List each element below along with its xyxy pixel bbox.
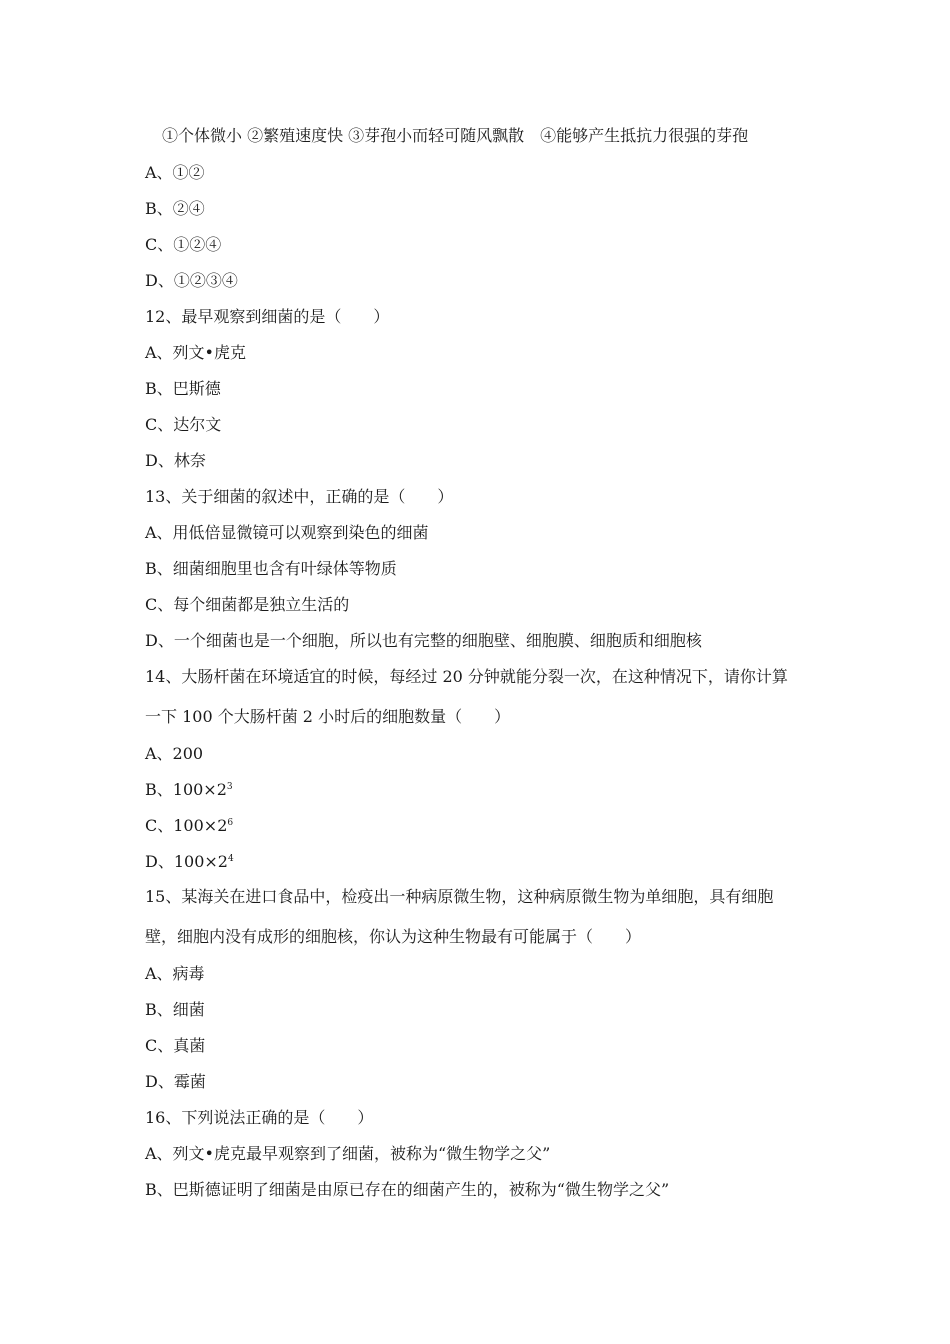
q14-option-c: [145, 816, 233, 836]
q16-option-a: A、列文•虎克最早观察到了细菌，被称为“微生物学之父”: [145, 1144, 551, 1163]
q12-option-b: B、巴斯德: [145, 379, 221, 398]
q15-option-a: A、病毒: [145, 964, 205, 983]
q14-stem-line1: 14、大肠杆菌在环境适宜的时候，每经过 20 分钟就能分裂一次，在这种情况下，请你计算: [145, 667, 788, 686]
q13-option-d: D、一个细菌也是一个细胞，所以也有完整的细胞壁、细胞膜、细胞质和细胞核: [145, 631, 702, 650]
q14-option-b-exponent: 3: [226, 782, 233, 792]
q14-option-b-base: B、100×2: [145, 780, 227, 799]
q14-option-b: [145, 780, 233, 800]
q16-stem: 16、下列说法正确的是（ ）: [145, 1108, 374, 1127]
q14-option-a: A、200: [145, 744, 204, 763]
q13-option-c: C、每个细菌都是独立生活的: [145, 595, 350, 614]
q11-statements: ①个体微小 ②繁殖速度快 ③芽孢小而轻可随风飘散 ④能够产生抵抗力很强的芽孢: [162, 126, 749, 145]
q13-option-b: B、细菌细胞里也含有叶绿体等物质: [145, 559, 397, 578]
q16-option-b: B、巴斯德证明了细菌是由原已存在的细菌产生的，被称为“微生物学之父”: [145, 1180, 670, 1199]
q11-option-a: A、①②: [145, 163, 205, 182]
q13-option-a: A、用低倍显微镜可以观察到染色的细菌: [145, 523, 429, 542]
q13-stem: 13、关于细菌的叙述中，正确的是（ ）: [145, 487, 454, 506]
q11-option-d: D、①②③④: [145, 271, 238, 290]
q14-stem-line2: 一下 100 个大肠杆菌 2 小时后的细胞数量（ ）: [145, 707, 511, 726]
q12-option-c: C、达尔文: [145, 415, 222, 434]
q14-option-d-exponent: 4: [227, 854, 234, 864]
q15-option-c: C、真菌: [145, 1036, 206, 1055]
q15-option-b: B、细菌: [145, 1000, 205, 1019]
q11-option-c: C、①②④: [145, 235, 222, 254]
q12-option-a: A、列文•虎克: [145, 343, 246, 362]
q11-option-b: B、②④: [145, 199, 205, 218]
q15-stem-line2: 壁，细胞内没有成形的细胞核，你认为这种生物最有可能属于（ ）: [145, 927, 642, 946]
q12-option-d: D、林奈: [145, 451, 206, 470]
q15-stem-line1: 15、某海关在进口食品中，检疫出一种病原微生物，这种病原微生物为单细胞，具有细胞: [145, 887, 774, 906]
q12-stem: 12、最早观察到细菌的是（ ）: [145, 307, 390, 326]
q14-option-d: [145, 852, 234, 872]
q14-option-c-base: C、100×2: [145, 816, 228, 835]
q15-option-d: D、霉菌: [145, 1072, 206, 1091]
q14-option-d-base: D、100×2: [145, 852, 228, 871]
q14-option-c-exponent: 6: [227, 818, 234, 828]
